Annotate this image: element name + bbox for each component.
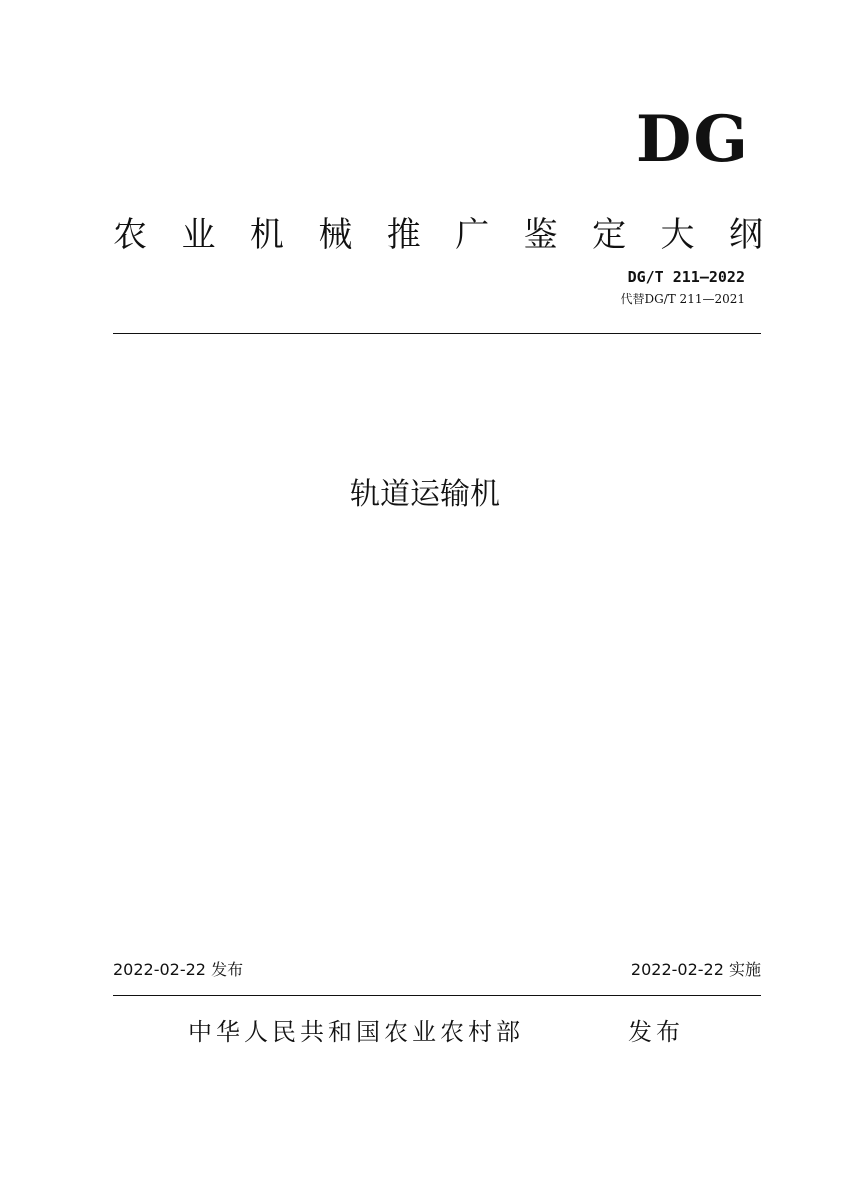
series-title-char: 械 bbox=[318, 215, 353, 255]
series-title-char: 机 bbox=[249, 215, 284, 255]
document-title: 轨道运输机 bbox=[350, 477, 500, 512]
replaces-standard: 代替DG/T 211—2021 bbox=[620, 292, 745, 306]
series-title-char: 广 bbox=[455, 215, 490, 255]
implement-date: 2022-02-22 实施 bbox=[630, 960, 761, 979]
issuer-name: 中华人民共和国农业农村部 bbox=[188, 1018, 524, 1046]
series-title-char: 农 bbox=[113, 215, 147, 255]
series-title-char: 大 bbox=[660, 215, 695, 255]
dg-logo: DG bbox=[635, 102, 750, 177]
footer-divider bbox=[113, 995, 761, 996]
series-title-char: 定 bbox=[592, 215, 627, 255]
series-title-char: 业 bbox=[181, 215, 216, 255]
standard-number: DG/T 211—2022 bbox=[627, 268, 745, 286]
series-title-char: 鉴 bbox=[523, 215, 558, 255]
publish-date: 2022-02-22 发布 bbox=[113, 960, 244, 979]
series-title bbox=[113, 215, 763, 255]
issuer-action: 发布 bbox=[628, 1018, 684, 1046]
series-title-char: 纲 bbox=[728, 215, 763, 255]
header-divider bbox=[113, 333, 761, 334]
series-title-char: 推 bbox=[386, 215, 421, 255]
